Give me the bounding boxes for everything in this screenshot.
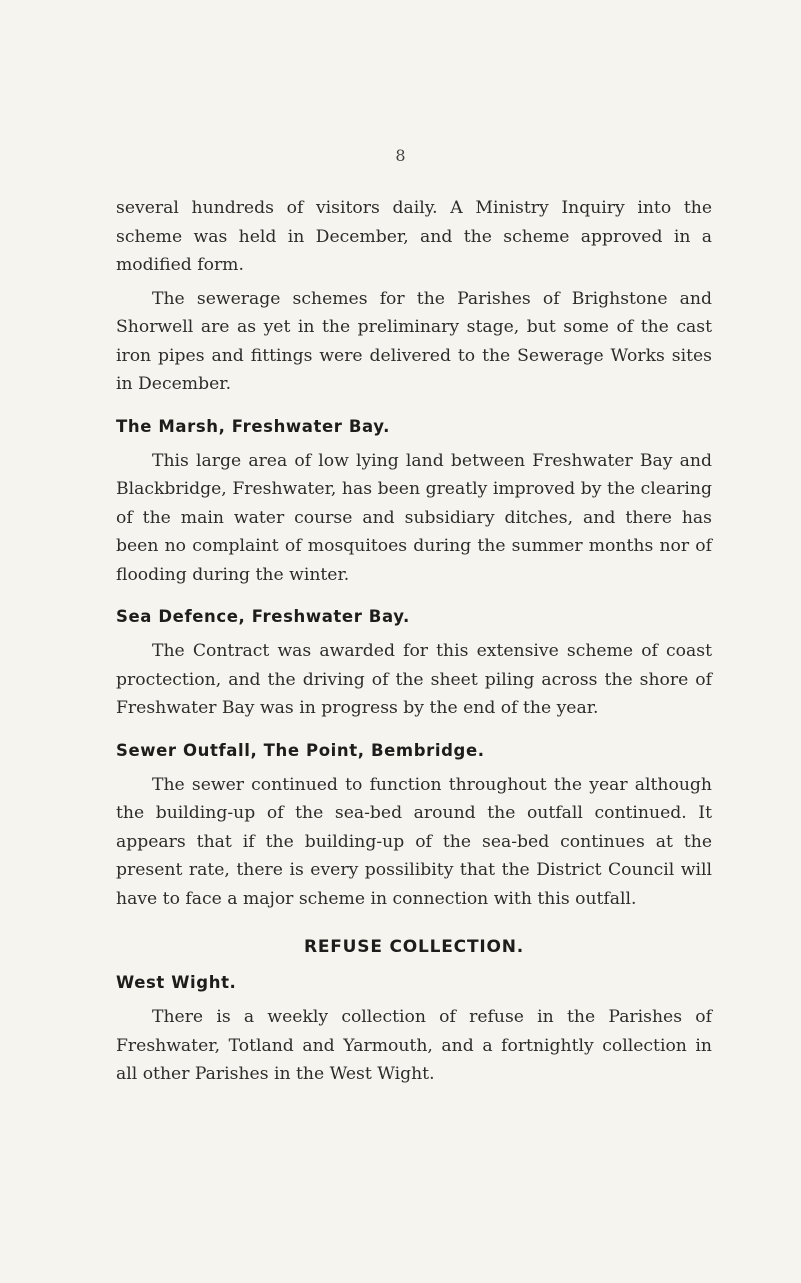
section-title-refuse-collection: REFUSE COLLECTION. xyxy=(303,937,525,957)
paragraph-west-wight: There is a weekly collection of refuse in the Parishes of Freshwater, Totland and Yarmouth, and a fortnightly collection in all other Parishes in the West Wight. xyxy=(116,1007,712,1084)
paragraph-sewerage-schemes: The sewerage schemes for the Parishes of Brighstone and Shorwell are as yet in the preliminary stage, but some of the cast iron pipes and fittings were delivered to the Sewerage Works sites in December. xyxy=(116,288,712,394)
paragraph-visitors: several hundreds of visitors daily. A Ministry Inquiry into the scheme was held in December, and the scheme approved in a modified form. xyxy=(116,198,712,275)
heading-sea-defence: Sea Defence, Freshwater Bay. xyxy=(116,607,410,626)
paragraph-sewer-outfall: The sewer continued to function throughout the year although the building-up of the sea-bed around the outfall continued. It appears that if the building-up of the sea-bed continues at the present rate, there is every possilibity that the District Council will have to face a major scheme in connection with this outfall. xyxy=(116,774,712,909)
paragraph-marsh: This large area of low lying land between Freshwater Bay and Blackbridge, Freshwater, has been greatly improved by the clearing of the main water course and subsidiary ditches, and there has been no complaint of mosquitoes during the summer months nor of flooding during the winter. xyxy=(116,450,712,585)
heading-west-wight: West Wight. xyxy=(116,973,237,992)
paragraph-sea-defence: The Contract was awarded for this extensive scheme of coast proctection, and the driving of the sheet piling across the shore of Freshwater Bay was in progress by the end of the year. xyxy=(116,641,712,718)
document-body xyxy=(116,194,712,1089)
page-number: 8 xyxy=(395,146,406,165)
heading-sewer-outfall: Sewer Outfall, The Point, Bembridge. xyxy=(116,740,485,760)
heading-marsh: The Marsh, Freshwater Bay. xyxy=(116,416,390,436)
